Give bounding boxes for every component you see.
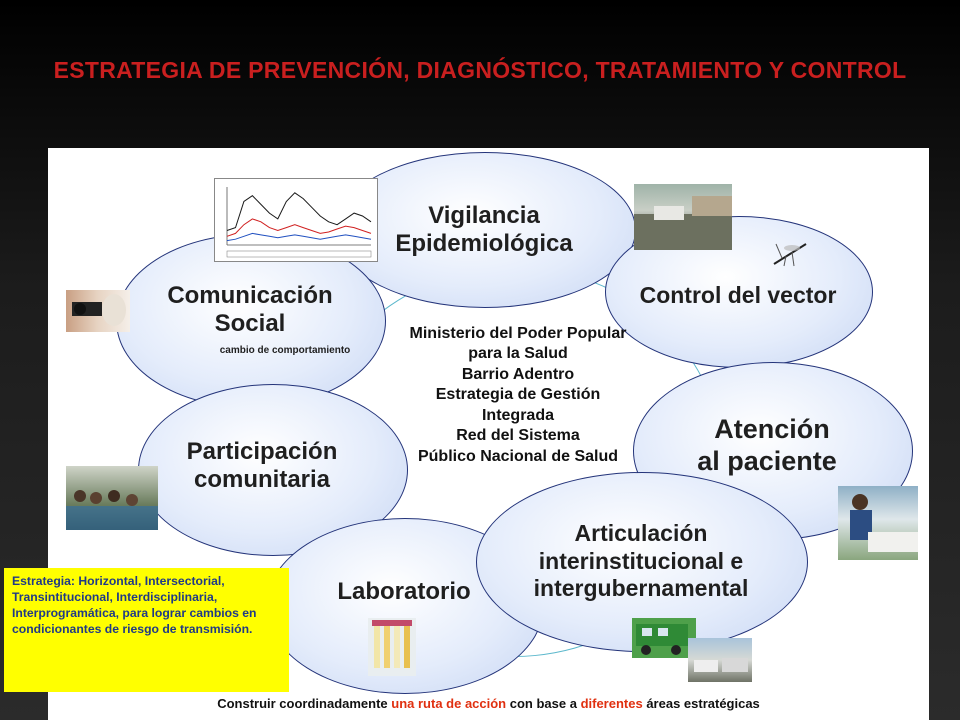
- footer-highlight-diferentes: diferentes: [580, 696, 643, 711]
- camera-photo: [66, 290, 130, 332]
- center-line: Red del Sistema: [456, 427, 580, 445]
- vehicle-photo-art: [632, 618, 696, 658]
- epidemiology-chart-thumbnail: [214, 178, 378, 262]
- community-photo-art: [66, 466, 158, 530]
- atencion-line1: Atención: [714, 414, 830, 444]
- vigilancia-line2: Epidemiológica: [395, 230, 573, 258]
- hospital-photo-art: [838, 486, 918, 560]
- footer-caption: [48, 696, 929, 711]
- comunicacion-sub: cambio de comportamiento: [219, 344, 351, 356]
- vehicle-photo: [632, 618, 696, 658]
- cars-photo-art: [688, 638, 752, 682]
- hospital-photo: [838, 486, 918, 560]
- community-photo: [66, 466, 158, 530]
- footer-part5: áreas estratégicas: [642, 696, 760, 711]
- center-line: Estrategia de Gestión: [435, 386, 601, 404]
- mini-chart-series-s1: [227, 193, 371, 231]
- mini-line-chart: [215, 179, 377, 261]
- node-participacion-label: [128, 438, 396, 495]
- atencion-line2: al paciente: [697, 445, 837, 476]
- articulacion-line2: interinstitucional e: [538, 547, 744, 574]
- lab-tubes-art: [368, 618, 416, 676]
- page-title: ESTRATEGIA DE PREVENCIÓN, DIAGNÓSTICO, TRATAMIENTO Y CONTROL: [53, 57, 907, 83]
- footer-part3: con base a: [506, 696, 581, 711]
- node-vigilancia-label: [334, 202, 634, 259]
- mini-chart-legend: [227, 251, 371, 257]
- lab-tubes-photo: [368, 618, 416, 676]
- node-comunicacion-label: [116, 282, 384, 356]
- node-articulacion-label: [476, 520, 806, 603]
- mini-chart-series-s2: [227, 219, 371, 236]
- strategy-note: Estrategia: Horizontal, Intersectorial, Transintitucional, Interdisciplinaria, Interprogramática, para lograr cambios en condicionantes de riesgo de transmisión.: [4, 568, 289, 692]
- center-text: [368, 324, 668, 467]
- mini-chart-series-s3: [227, 233, 371, 240]
- street-photo-art: [634, 184, 732, 250]
- mosquito-drawing: [770, 238, 810, 268]
- footer-highlight-route: una ruta de acción: [391, 696, 507, 711]
- node-laboratorio-label: Laboratorio: [337, 578, 471, 605]
- comunicacion-line2: Social: [214, 310, 286, 338]
- mosquito-icon: [770, 238, 810, 268]
- strategy-diagram: [12, 148, 929, 720]
- node-atencion-label: [633, 414, 901, 478]
- node-control-label: Control del vector: [639, 282, 837, 308]
- center-line: Barrio Adentro: [461, 365, 575, 383]
- participacion-line1: Participación: [186, 438, 338, 465]
- comunicacion-line1: Comunicación: [167, 282, 333, 309]
- footer-part1: Construir coordinadamente: [217, 696, 392, 711]
- vigilancia-line1: Vigilancia: [428, 202, 540, 229]
- center-line: Integrada: [481, 406, 554, 424]
- center-line: Ministerio del Poder Popular: [409, 325, 627, 342]
- camera-photo-art: [66, 290, 130, 332]
- articulacion-line1: Articulación: [574, 520, 708, 546]
- center-line: Público Nacional de Salud: [417, 447, 619, 465]
- street-photo: [634, 184, 732, 250]
- cars-photo: [688, 638, 752, 682]
- participacion-line2: comunitaria: [193, 466, 331, 494]
- center-line: para la Salud: [468, 345, 568, 363]
- articulacion-line3: intergubernamental: [533, 575, 749, 602]
